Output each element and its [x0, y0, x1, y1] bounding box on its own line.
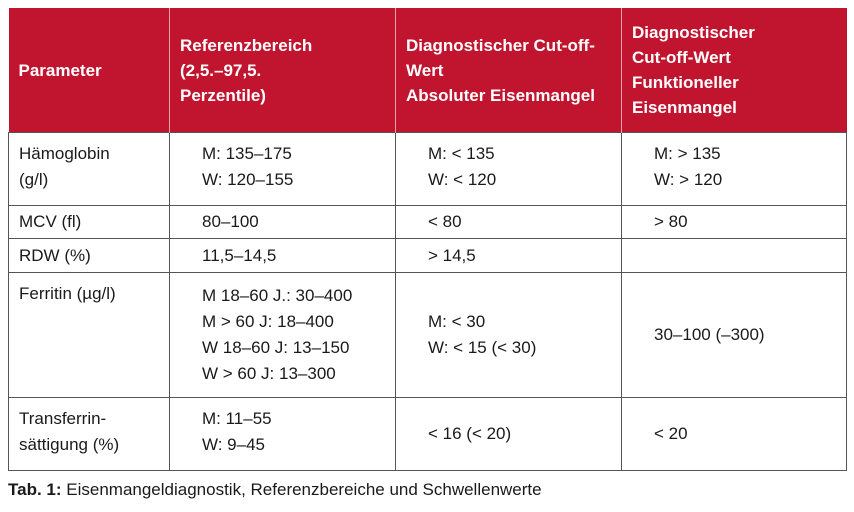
cell-reference: M: 135–175 W: 120–155: [170, 133, 396, 206]
cell-parameter: Ferritin (µg/l): [9, 273, 170, 398]
table-row: [9, 273, 847, 398]
table-header: [9, 8, 847, 133]
cell-parameter: Transferrin- sättigung (%): [9, 398, 170, 471]
cell-cutoff-functional: < 20: [622, 398, 847, 471]
cell-cutoff-functional: M: > 135 W: > 120: [622, 133, 847, 206]
caption-label: Tab. 1:: [8, 480, 62, 499]
header-cutoff-absolute: Diagnostischer Cut-off- Wert Absoluter Eisenmangel: [396, 8, 622, 133]
cell-cutoff-absolute: M: < 135 W: < 120: [396, 133, 622, 206]
iron-deficiency-table: [8, 8, 847, 471]
header-parameter: Parameter: [9, 8, 170, 133]
cell-reference: M 18–60 J.: 30–400 M > 60 J: 18–400 W 18–60 J: 13–150 W > 60 J: 13–300: [170, 273, 396, 398]
cell-cutoff-functional: > 80: [622, 206, 847, 239]
table-row: [9, 239, 847, 273]
table-row: [9, 206, 847, 239]
cell-reference: M: 11–55 W: 9–45: [170, 398, 396, 471]
cell-cutoff-absolute: < 80: [396, 206, 622, 239]
table-body: [9, 133, 847, 471]
header-row: [9, 8, 847, 133]
cell-cutoff-absolute: < 16 (< 20): [396, 398, 622, 471]
cell-reference: 11,5–14,5: [170, 239, 396, 273]
cell-cutoff-functional: 30–100 (–300): [622, 273, 847, 398]
cell-cutoff-absolute: M: < 30 W: < 15 (< 30): [396, 273, 622, 398]
cell-cutoff-functional-empty: [622, 239, 847, 273]
table-caption: [8, 480, 542, 500]
cell-reference: 80–100: [170, 206, 396, 239]
caption-text: Eisenmangeldiagnostik, Referenzbereiche und Schwellenwerte: [61, 480, 542, 499]
table-row: [9, 133, 847, 206]
header-cutoff-functional: Diagnostischer Cut-off-Wert Funktioneller Eisenmangel: [622, 8, 847, 133]
cell-parameter: Hämoglobin (g/l): [9, 133, 170, 206]
cell-cutoff-absolute: > 14,5: [396, 239, 622, 273]
cell-parameter: MCV (fl): [9, 206, 170, 239]
cell-parameter: RDW (%): [9, 239, 170, 273]
table-row: [9, 398, 847, 471]
header-reference-range: Referenzbereich (2,5.–97,5. Perzentile): [170, 8, 396, 133]
